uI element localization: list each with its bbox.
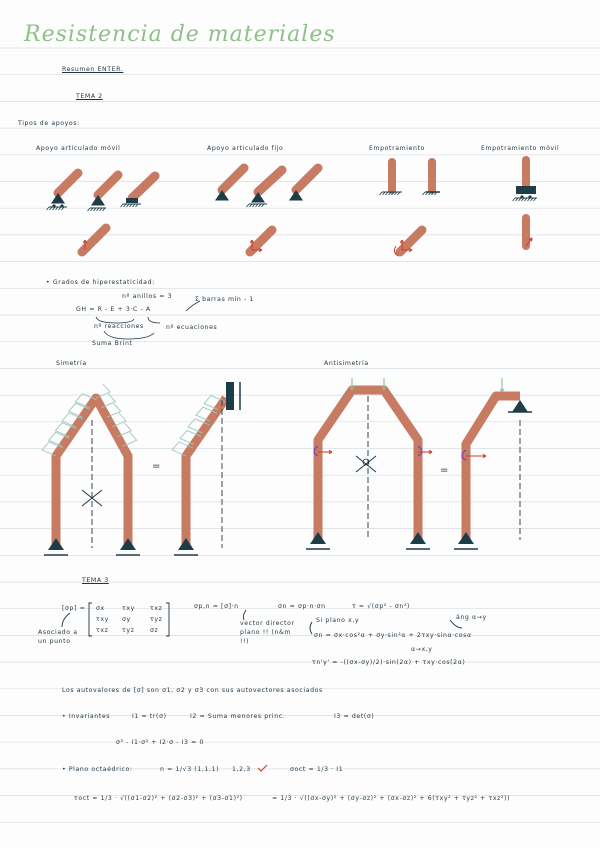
simetria-label: Simetría: [56, 360, 87, 367]
pin-simetria-der: [120, 538, 136, 550]
roller-plate: [516, 186, 536, 194]
underlines-grados: [96, 301, 200, 339]
tensor-r3c3: σz: [150, 627, 159, 634]
ground-hatch: [380, 192, 383, 195]
pin-simetria-izq: [48, 538, 64, 550]
apoyo-label-1: Apoyo articulado móvil: [36, 145, 121, 152]
tensor-sigma-n: σn = σp·n·σn: [278, 603, 326, 610]
ground-hatch: [423, 192, 426, 195]
roller-plate: [126, 198, 138, 203]
tensor-r1c3: τxz: [150, 605, 163, 612]
tau-oct-lhs: τoct = 1/3 · √((σ1-σ2)² + (σ2-σ3)² + (σ3-σ1)²): [74, 795, 243, 802]
grados-bullet: • Grados de hiperestaticidad:: [46, 279, 155, 286]
bar-apoyo-fijo-3: [296, 168, 318, 190]
ecuacion-caracteristica: σ³ - I1·σ² + I2·σ - I3 = 0: [116, 739, 205, 746]
grados-anillos: nº anillos = 3: [122, 293, 173, 300]
tensor-r2c2: σy: [122, 616, 131, 623]
grados-formula: GH = R - E + 3·C - A: [76, 306, 151, 313]
tipos-heading: Tipos de apoyos:: [18, 120, 80, 127]
tema3-heading: TEMA 3: [82, 577, 109, 584]
grados-barras: Σ barras mín - 1: [195, 296, 254, 303]
tensor-r3c1: τxz: [96, 627, 109, 634]
tensor-alpha-xy: α→x,y: [411, 646, 433, 653]
tensor-r3c2: τyz: [122, 627, 135, 634]
apoyo-label-2: Apoyo articulado fijo: [207, 145, 284, 152]
octaedrico-sigma: σoct = 1/3 · I1: [290, 766, 344, 773]
empotramiento-movil-pared: [226, 382, 234, 410]
check-mark: [258, 765, 267, 771]
tensor-r2c1: τxy: [96, 616, 109, 623]
tensor-si-plano: Si plano x,y: [316, 617, 360, 624]
grados-bajo: Suma Brint: [92, 340, 133, 347]
tau-oct-rhs: = 1/3 · √((σx-σy)² + (σy-σz)² + (σx-σz)² + 6(τxy² + τyz² + τxz²)): [272, 795, 511, 802]
bar-reaccion-3: [400, 230, 422, 252]
apoyo-label-3: Empotramiento: [369, 145, 425, 152]
tensor-asociado: Asociado a un punto: [38, 629, 78, 646]
tensor-tau: τ = √(σp² - σn²): [352, 603, 411, 610]
tema2-heading: TEMA 2: [76, 93, 103, 100]
pin-apoyo-movil-1: [51, 193, 65, 204]
bar-apoyo-fijo-1: [222, 168, 244, 190]
ground-hatch: [47, 207, 50, 210]
equals-sym: =: [152, 461, 161, 472]
invariante-i1: I1 = tr(σ): [132, 713, 167, 720]
pin-antisimetria-half-top: [512, 400, 528, 412]
octaedrico-label: • Plano octaédrico:: [62, 766, 133, 773]
resumen-label: Resumen ENTER.: [62, 66, 124, 73]
tensor-ang: áng α→y: [456, 614, 487, 621]
grados-ecuaciones: nº ecuaciones: [166, 324, 218, 331]
tensor-vector-note: vector director plano !! (n&m !!): [240, 620, 295, 645]
pin-apoyo-movil-2: [91, 195, 105, 206]
tensor-vector: σp,n = [σ]·n: [194, 603, 239, 610]
invariante-i2: I2 = Suma menores princ.: [190, 713, 286, 720]
octaedrico-n: n = 1/√3 (1,1,1): [160, 766, 220, 773]
bar-apoyo-movil-1: [58, 173, 78, 193]
grados-reacciones: nº reacciones: [94, 323, 144, 330]
pin-antisimetria-izq: [310, 532, 326, 544]
tensor-r2c3: τyz: [150, 616, 163, 623]
pin-apoyo-fijo-3: [289, 190, 303, 201]
ground-hatch: [88, 208, 91, 211]
tensor-label: [σp] =: [62, 605, 86, 612]
matrix-brackets: [62, 603, 462, 636]
equals-antisym: =: [440, 465, 449, 476]
pin-antisimetria-der: [410, 532, 426, 544]
bar-apoyo-fijo-2: [258, 170, 282, 192]
tensor-tau-alpha: τn'y' = -((σx-σy)/2)·sin(2α) + τxy·cos(2α): [312, 659, 466, 666]
ground-hatch: [513, 198, 516, 201]
frame-simetria-half: [186, 398, 226, 548]
tensor-r1c2: τxy: [122, 605, 135, 612]
cross-mark: [356, 456, 376, 472]
octaedrico-ejes: 1,2,3: [232, 766, 251, 773]
ground-hatch: [121, 204, 124, 207]
bar-reaccion-2: [250, 230, 272, 252]
pin-antisimetria-half-bottom: [458, 532, 474, 544]
antisimetria-label: Antisimetría: [324, 360, 369, 367]
apoyo-label-4: Empotramiento móvil: [481, 145, 560, 152]
frame-antisimetria-half: [466, 396, 520, 540]
tensor-sigma-alpha: σn = σx·cos²α + σy·sin²α + 2τxy·sinα·cosα: [314, 632, 472, 639]
bar-apoyo-movil-3: [132, 176, 155, 198]
page-title: Resistencia de materiales: [24, 22, 336, 47]
autovalores-text: Los autovalores de [σ] son σ1, σ2 y σ3 con sus autovectores asociados: [62, 687, 323, 694]
invariantes-label: • Invariantes: [62, 713, 111, 720]
pin-apoyo-fijo-1: [215, 190, 229, 201]
invariante-i3: I3 = det(σ): [334, 713, 375, 720]
ground-hatch: [247, 204, 250, 207]
bar-apoyo-movil-2: [98, 175, 118, 195]
pin-simetria-half: [178, 538, 194, 550]
tensor-r1c1: σx: [96, 605, 105, 612]
